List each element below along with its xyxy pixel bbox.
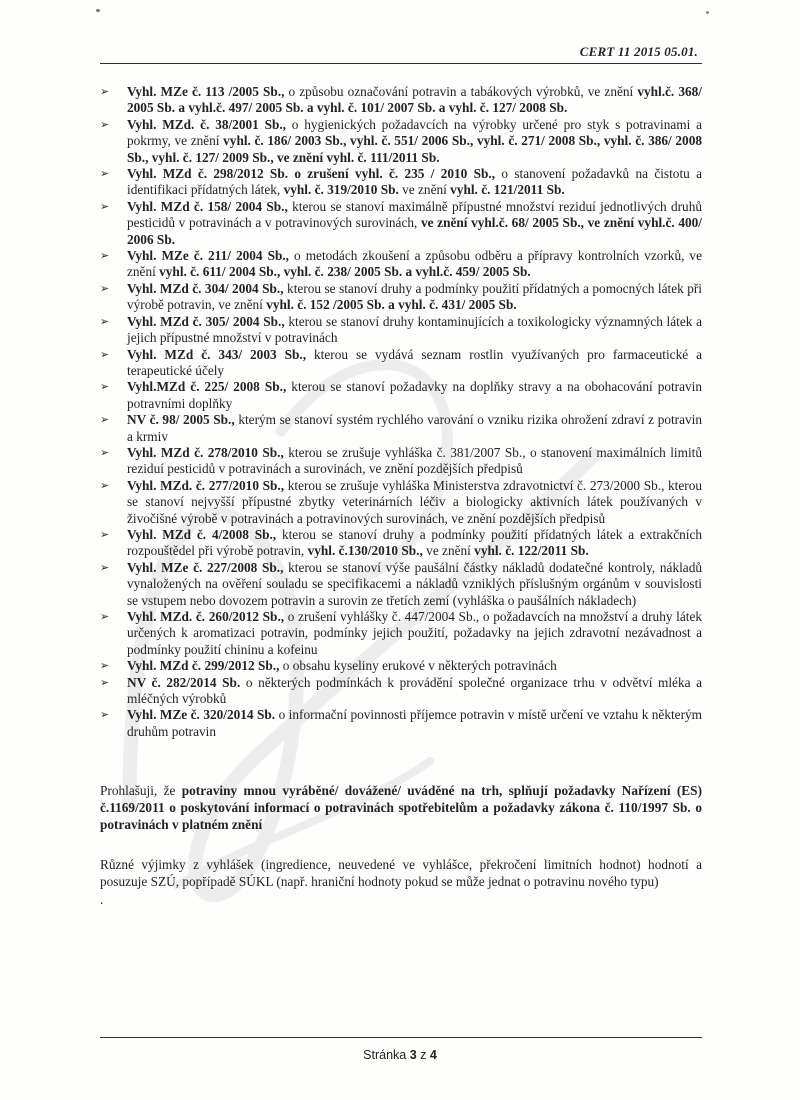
arrow-bullet-icon: ➢ (100, 709, 110, 722)
arrow-bullet-icon: ➢ (100, 528, 110, 541)
arrow-bullet-icon: ➢ (100, 200, 110, 213)
arrow-bullet-icon: ➢ (100, 118, 110, 131)
list-item (100, 347, 702, 380)
list-item-text: Vyhl. MZd č. 158/ 2004 Sb., kterou se stanoví maximálně přípustné množství reziduí jednotlivých druhů pesticidů v potravinách a v potravinových surovinách, ve znění vyhl.č. 68/ 2005 Sb., ve znění vyhl.č. 400/ 2006 Sb. (127, 198, 702, 247)
list-item (100, 609, 702, 658)
list-item-text: Vyhl. MZe č. 320/2014 Sb. o informační povinnosti příjemce potravin v místě určení ve vztahu k některým druhům potravin (127, 707, 703, 739)
scan-speck (706, 11, 709, 14)
arrow-bullet-icon: ➢ (100, 660, 110, 673)
list-item (100, 379, 702, 412)
list-item-text: NV č. 98/ 2005 Sb., kterým se stanoví systém rychlého varování o vzniku rizika ohrožení zdraví z potravin a krmiv (127, 412, 703, 444)
list-item (100, 281, 702, 314)
list-item-text: Vyhl. MZd. č. 260/2012 Sb., o zrušení vyhlášky č. 447/2004 Sb., o požadavcích na množství a druhy látek určených k aromatizaci potravin, podmínky jejich použití, požadavky na jejich zdravotní nezávadnost a podmínky použití chininu a kofeinu (127, 609, 702, 657)
list-item-text: Vyhl. MZd č. 298/2012 Sb. o zrušení vyhl. č. 235 / 2010 Sb., o stanovení požadavků na čistotu a identifikaci přídatných látek, vyhl. č. 319/2010 Sb. ve znění vyhl. č. 121/2011 Sb. (127, 166, 702, 198)
document-body (100, 84, 702, 909)
list-item-text: Vyhl. MZd č. 299/2012 Sb., o obsahu kyseliny erukové v některých potravinách (127, 658, 557, 674)
list-item (100, 478, 702, 527)
footer-rule (100, 1037, 702, 1038)
arrow-bullet-icon: ➢ (100, 315, 110, 328)
arrow-bullet-icon: ➢ (100, 168, 110, 181)
list-item-text: Vyhl. MZe č. 211/ 2004 Sb., o metodách zkoušení a způsobu odběru a přípravy kontrolních vzorků, ve znění vyhl. č. 611/ 2004 Sb., vyhl. č. 238/ 2005 Sb. a vyhl.č. 459/ 2005 Sb. (127, 248, 702, 280)
list-item-text: Vyhl. MZe č. 113 /2005 Sb., o způsobu označování potravin a tabákových výrobků, ve znění vyhl.č. 368/ 2005 Sb. a vyhl.č. 497/ 2005 Sb. a vyhl. č. 101/ 2007 Sb. a vyhl. č. 127/ 2008 Sb. (127, 84, 702, 116)
page-number: Stránka 3 z 4 (363, 1048, 437, 1062)
list-item-text: Vyhl. MZd. č. 38/2001 Sb., o hygienických požadavcích na výrobky určené pro styk s potravinami a pokrmy, ve znění vyhl. č. 186/ 2003 Sb., vyhl. č. 551/ 2006 Sb., vyhl. č. 271/ 2008 Sb., vyhl. č. 386/ 2008 Sb., vyhl. č. 127/ 2009 Sb., ve znění vyhl. č. 111/2011 Sb. (127, 116, 702, 165)
list-item (100, 248, 702, 281)
arrow-bullet-icon: ➢ (100, 446, 110, 459)
arrow-bullet-icon: ➢ (100, 676, 110, 689)
arrow-bullet-icon: ➢ (100, 250, 110, 263)
list-item (100, 560, 702, 609)
arrow-bullet-icon: ➢ (100, 611, 110, 623)
document-code: CERT 11 2015 05.01. (579, 44, 698, 59)
exceptions-paragraph: Různé výjimky z vyhlášek (ingredience, neuvedené ve vyhlášce, překročení limitních hodnot) hodnotí a posuzuje SZÚ, popřípadě SÚKL (např. hraniční hodnoty pokud se může jednat o potravinu nového typu) (100, 857, 702, 890)
list-item (100, 412, 702, 445)
list-item-text: Vyhl. MZd č. 4/2008 Sb., kterou se stanoví druhy a podmínky použití přídatných látek a extrakčních rozpouštědel při výrobě potravin, vyhl. č.130/2010 Sb., ve znění vyhl. č. 122/2011 Sb. (127, 526, 702, 559)
list-item (100, 117, 702, 166)
list-item (100, 445, 702, 478)
list-item (100, 658, 702, 674)
list-item (100, 84, 702, 117)
arrow-bullet-icon: ➢ (100, 479, 110, 492)
list-item (100, 314, 702, 347)
regulation-list (100, 84, 702, 740)
arrow-bullet-icon: ➢ (100, 381, 110, 394)
list-item (100, 527, 702, 560)
list-item-text: Vyhl. MZd č. 278/2010 Sb., kterou se zrušuje vyhláška č. 381/2007 Sb., o stanovení maximálních limitů reziduí pesticidů v potravinách a surovinách, ve znění pozdějších předpisů (127, 444, 702, 477)
stray-dot: . (100, 892, 104, 908)
arrow-bullet-icon: ➢ (100, 282, 110, 295)
list-item (100, 675, 702, 708)
header-rule (100, 63, 702, 64)
list-item-text: Vyhl. MZd č. 343/ 2003 Sb., kterou se vydává seznam rostlin využívaných pro farmaceutické a terapeutické účely (127, 346, 702, 378)
arrow-bullet-icon: ➢ (100, 414, 110, 427)
arrow-bullet-icon: ➢ (100, 561, 110, 574)
declaration-paragraph: Prohlašuji, že potraviny mnou vyráběné/ dovážené/ uváděné na trh, splňují požadavky Nařízení (ES) č.1169/2011 o poskytování informací o potravinách spotřebitelům a požadavky zákona č. 110/1997 Sb. o potravinách v platném znění (100, 783, 702, 833)
arrow-bullet-icon: ➢ (100, 86, 110, 98)
list-item-text: Vyhl.MZd č. 225/ 2008 Sb., kterou se stanoví požadavky na doplňky stravy a na obohacování potravin potravními doplňky (127, 379, 703, 411)
list-item-text: Vyhl. MZd. č. 277/2010 Sb., kterou se zrušuje vyhláška Ministerstva zdravotnictví č. 273/2000 Sb., kterou se stanoví nejvyšší přípustné zbytky veterinárních léčiv a biologicky aktivních látek používaných v živočišné výrobě v potravinách a potravinových surovinách, ve znění pozdějších předpisů (127, 477, 703, 526)
arrow-bullet-icon: ➢ (100, 348, 110, 361)
list-item-text: NV č. 282/2014 Sb. o některých podmínkách k provádění společné organizace trhu v odvětví mléka a mléčných výrobků (127, 674, 702, 707)
list-item-text: Vyhl. MZd č. 304/ 2004 Sb., kterou se stanoví druhy a podmínky použití přídatných a pomocných látek při výrobě potravin, ve znění vyhl. č. 152 /2005 Sb. a vyhl. č. 431/ 2005 Sb. (127, 280, 703, 313)
list-item-text: Vyhl. MZe č. 227/2008 Sb., kterou se stanoví výše paušální částky nákladů dodatečné kontroly, nákladů vynaložených na ověření souladu se specifikacemi a nákladů vzniklých příslušným orgánům v souvislosti se vstupem nebo dovozem potravin a surovin ze třetích zemí (vyhláška o paušálních nákladech) (127, 559, 703, 608)
list-item-text: Vyhl. MZd č. 305/ 2004 Sb., kterou se stanoví druhy kontaminujících a toxikologicky významných látek a jejich přípustné množství v potravinách (127, 313, 702, 346)
list-item (100, 707, 702, 740)
list-item (100, 199, 702, 248)
list-item (100, 166, 702, 199)
scan-speck (96, 9, 100, 12)
